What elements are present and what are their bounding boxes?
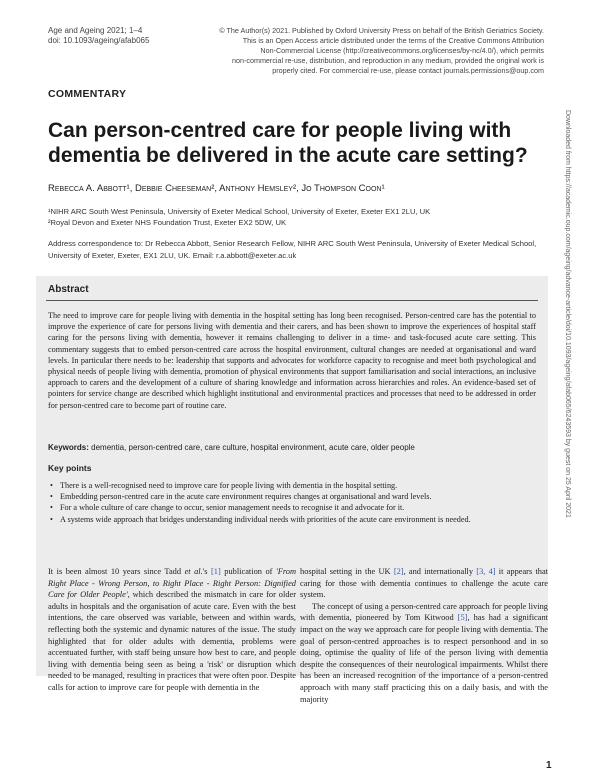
- key-point: • There is a well-recognised need to improve care for people living with dementia in the hospital setting.: [48, 480, 536, 491]
- citation-link[interactable]: [1]: [211, 567, 221, 576]
- license-line: properly cited. For commercial re-use, please contact journals.permissions@oup.com: [272, 66, 544, 75]
- key-point: • Embedding person-centred care in the acute care environment requires changes at organisational and ward levels.: [48, 491, 536, 502]
- body-text: 's: [202, 567, 211, 576]
- download-watermark: Downloaded from https://academic.oup.com/ageing/advance-article/doi/10.1093/ageing/afab065/6243593 by guest on 25 April 2021: [564, 110, 571, 518]
- journal-issue: Age and Ageing 2021; 1–4: [48, 26, 143, 35]
- body-text: hospital setting in the UK: [300, 567, 394, 576]
- body-paragraph: [300, 601, 548, 705]
- body-text: , and internationally: [403, 567, 477, 576]
- author-list: Rebecca A. Abbott¹, Debbie Cheeseman², Anthony Hemsley², Jo Thompson Coon¹: [48, 183, 385, 194]
- article-title: Can person-centred care for people living with dementia be delivered in the acute care setting?: [48, 119, 528, 167]
- keywords-list: dementia, person-centred care, care culture, hospital environment, acute care, older people: [91, 443, 415, 452]
- abstract-text: The need to improve care for people living with dementia in the hospital setting has long been recognised. Person-centred care has the potential to improve the experience of care for persons living with dementia and their carers, and has been shown to improve the experiences of hospital staff caring for the persons living with dementia, however it remains challenging to deliver in a time- and task-focused acute care setting. This commentary suggests that to embed person-centred care across the hospital environment, cultural changes are needed at organisational and ward levels. In particular there needs to be: leadership that supports and advocates for workforce capacity to recognise and meet both psychological and physical needs of people living with dementia, promotion of physical environments that support familiarisation and social interactions, an inclusive approach to carers and the development of a culture of sharing knowledge and information across hierarchies and roles. An evidence-based set of pointers for service change are described which highlight institutional and environmental practices and processes that need to be addressed in order for person-centred care to become part of routine care.: [48, 311, 536, 410]
- key-points-heading: Key points: [48, 463, 92, 473]
- citation-link[interactable]: [2]: [393, 567, 404, 576]
- citation-link[interactable]: [5]: [457, 613, 468, 623]
- body-text: it appears that caring for those with dementia continues to challenge the acute care system.: [300, 567, 549, 600]
- body-column-left: [48, 566, 296, 694]
- license-line: Non-Commercial License (http://creativecommons.org/licenses/by-nc/4.0/), which permits: [260, 46, 544, 55]
- abstract-divider: [46, 300, 538, 301]
- license-line: non-commercial re-use, distribution, and reproduction in any medium, provided the original work is: [231, 56, 544, 65]
- body-text: , has had a significant impact on the way we approach care for people living with dementia. The goal of person-centred approaches is to respect personhood and in so doing, optimise the quality of life of the person living with dementia despite the consequences of their neurological impairments. Whilst there has been an increased recognition of the importance of a person-centred approach with many staff practicing this on a daily basis, and with the majority: [300, 613, 548, 704]
- correspondence-address: Address correspondence to: Dr Rebecca Abbott, Senior Research Fellow, NIHR ARC South West Peninsula, University of Exeter Medical School, University of Exeter, Exeter, EX1 2LU, UK. Email: r.a.abbott@exeter.ac.uk: [48, 239, 537, 260]
- keywords: [48, 443, 536, 452]
- key-point: • A systems wide approach that bridges understanding individual needs with priorities of the acute care environment is needed.: [48, 514, 536, 525]
- body-text: , which described the mismatch in care for older adults in hospitals and the organisation of acute care. Even with the best intentions, the care observed was variable, between and within wards, reflecting both the systemic and dynamic natures of the issue. The study highlighted that for older adults with dementia, problems were accentuated further, with staff being unsure how best to care, and people living with dementia being seen as being a 'risk' or disruption which needed to be managed, resulting in practices that were often poor. Despite calls for action to improve care for people with dementia in the: [48, 590, 297, 692]
- doi: doi: 10.1093/ageing/afab065: [48, 36, 150, 45]
- body-paragraph: [300, 566, 548, 601]
- et-al: et al.: [184, 567, 203, 576]
- citation-link[interactable]: [3, 4]: [476, 567, 496, 576]
- journal-citation: [48, 26, 149, 46]
- keywords-label: Keywords:: [48, 443, 89, 452]
- body-text: It is been almost 10 years since Tadd: [48, 567, 185, 576]
- abstract-heading: Abstract: [48, 284, 89, 295]
- license-line: This is an Open Access article distributed under the terms of the Creative Commons Attribution: [242, 36, 544, 45]
- body-text: The concept of using a person-centred care approach for people living with dementia, pioneered by Tom Kitwood: [300, 601, 548, 623]
- page-number: 1: [546, 760, 552, 771]
- section-label: COMMENTARY: [48, 88, 127, 100]
- key-points-list: [48, 480, 536, 525]
- cited-report-title: 'From Right Place - Wrong Person, to Right Place - Right Person: Dignified Care for Older People': [48, 567, 297, 600]
- license-line: © The Author(s) 2021. Published by Oxford University Press on behalf of the British Geriatrics Society.: [219, 26, 544, 35]
- affiliation-2: ²Royal Devon and Exeter NHS Foundation Trust, Exeter EX2 5DW, UK: [48, 218, 287, 227]
- affiliation-1: ¹NIHR ARC South West Peninsula, University of Exeter Medical School, University of Exeter, Exeter EX1 2LU, UK: [48, 207, 431, 216]
- body-paragraph: [48, 566, 296, 694]
- key-point: • For a whole culture of care change to occur, senior management needs to recognise it and advocate for it.: [48, 502, 536, 513]
- body-column-right: [300, 566, 548, 705]
- license-notice: [204, 26, 544, 76]
- body-text: publication of: [220, 567, 276, 576]
